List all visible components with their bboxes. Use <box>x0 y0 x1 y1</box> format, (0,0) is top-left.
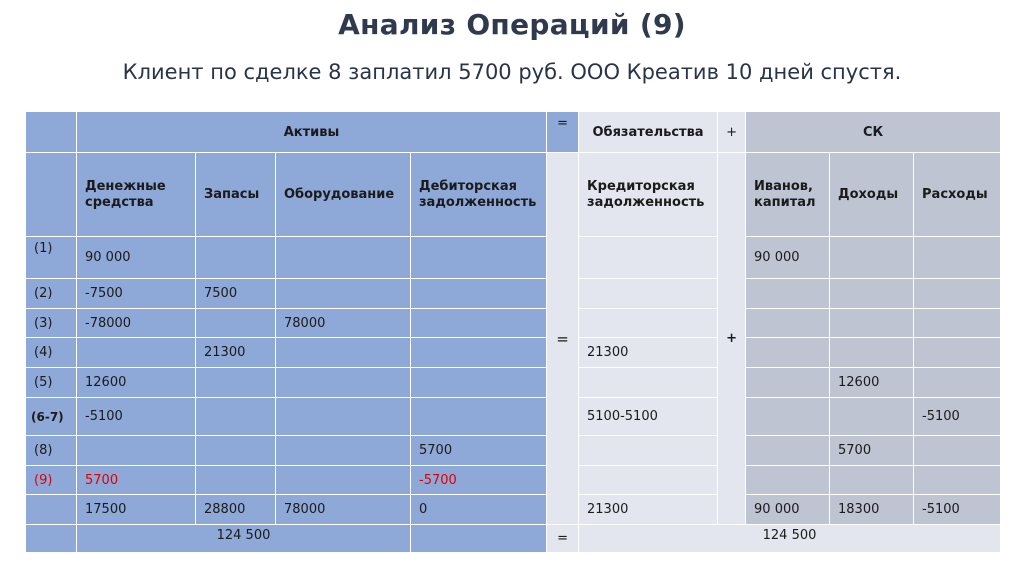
cash-cell: -5100 <box>77 398 196 436</box>
equity-header: СК <box>746 112 1001 153</box>
inventory-cell: 7500 <box>196 279 276 309</box>
payables-cell: 21300 <box>579 338 718 368</box>
table-row <box>26 436 1001 466</box>
inventory-cell <box>196 368 276 398</box>
table-row <box>26 338 1001 368</box>
row-number: (8) <box>26 436 77 466</box>
revenue-cell: 5700 <box>830 436 914 466</box>
equipment-cell <box>276 237 411 279</box>
equipment-cell <box>276 466 411 495</box>
expenses-cell <box>914 279 1001 309</box>
capital-cell <box>746 279 830 309</box>
receivables-cell <box>411 279 547 309</box>
payables-cell <box>579 309 718 338</box>
payables-cell: 5100-5100 <box>579 398 718 436</box>
corner-cell <box>26 112 77 153</box>
row-number: (9) <box>26 466 77 495</box>
col-revenue: Доходы <box>830 153 914 237</box>
row-number: (4) <box>26 338 77 368</box>
header-row-groups <box>26 112 1001 153</box>
payables-total: 21300 <box>579 495 718 525</box>
receivables-total: 0 <box>411 495 547 525</box>
equipment-cell <box>276 279 411 309</box>
cash-cell: 5700 <box>77 466 196 495</box>
capital-cell: 90 000 <box>746 237 830 279</box>
assets-grand-total: 124 500 <box>77 525 411 553</box>
table-row <box>26 368 1001 398</box>
payables-cell <box>579 237 718 279</box>
table-row <box>26 279 1001 309</box>
equipment-total: 78000 <box>276 495 411 525</box>
slide-subtitle: Клиент по сделке 8 заплатил 5700 руб. ООО Креатив 10 дней спустя. <box>122 60 902 84</box>
slide-title: Анализ Операций (9) <box>338 8 686 41</box>
summary-spacer <box>411 525 547 553</box>
col-capital: Иванов, капитал <box>746 153 830 237</box>
row-number: (2) <box>26 279 77 309</box>
inventory-cell <box>196 237 276 279</box>
row-number: (6-7) <box>26 398 77 436</box>
table-row <box>26 466 1001 495</box>
row-number: (3) <box>26 309 77 338</box>
num-col-header <box>26 153 77 237</box>
inventory-cell <box>196 398 276 436</box>
capital-cell <box>746 338 830 368</box>
receivables-cell <box>411 237 547 279</box>
capital-cell <box>746 466 830 495</box>
row-number: (5) <box>26 368 77 398</box>
cash-total: 17500 <box>77 495 196 525</box>
receivables-cell: -5700 <box>411 466 547 495</box>
equipment-cell <box>276 368 411 398</box>
revenue-cell <box>830 237 914 279</box>
revenue-cell <box>830 279 914 309</box>
receivables-cell <box>411 368 547 398</box>
assets-header: Активы <box>77 112 547 153</box>
liabilities-header: Обязательства <box>579 112 718 153</box>
payables-cell <box>579 368 718 398</box>
expenses-cell <box>914 436 1001 466</box>
equipment-cell <box>276 436 411 466</box>
receivables-cell: 5700 <box>411 436 547 466</box>
liabilities-equity-grand-total: 124 500 <box>579 525 1001 553</box>
capital-cell <box>746 309 830 338</box>
inventory-cell <box>196 309 276 338</box>
revenue-cell: 12600 <box>830 368 914 398</box>
receivables-cell <box>411 398 547 436</box>
expenses-cell <box>914 309 1001 338</box>
revenue-cell <box>830 309 914 338</box>
expenses-cell <box>914 338 1001 368</box>
plus-column: + <box>718 153 746 525</box>
revenue-cell <box>830 338 914 368</box>
equipment-cell <box>276 338 411 368</box>
capital-cell <box>746 436 830 466</box>
inventory-cell <box>196 466 276 495</box>
col-cash: Денежные средства <box>77 153 196 237</box>
table-row <box>26 237 1001 279</box>
summary-eq: = <box>547 525 579 553</box>
inventory-cell <box>196 436 276 466</box>
capital-cell <box>746 368 830 398</box>
summary-corner <box>26 525 77 553</box>
equals-column: = <box>547 153 579 525</box>
capital-total: 90 000 <box>746 495 830 525</box>
revenue-cell <box>830 398 914 436</box>
col-receivables: Дебиторская задолженность <box>411 153 547 237</box>
summary-row <box>26 525 1001 553</box>
payables-cell <box>579 436 718 466</box>
payables-cell <box>579 466 718 495</box>
col-equipment: Оборудование <box>276 153 411 237</box>
equipment-cell <box>276 398 411 436</box>
cash-cell <box>77 338 196 368</box>
revenue-cell <box>830 466 914 495</box>
cash-cell <box>77 436 196 466</box>
expenses-cell <box>914 466 1001 495</box>
row-number: (1) <box>26 237 77 279</box>
totals-row <box>26 495 1001 525</box>
receivables-cell <box>411 309 547 338</box>
header-row-columns <box>26 153 1001 237</box>
inventory-total: 28800 <box>196 495 276 525</box>
col-expenses: Расходы <box>914 153 1001 237</box>
cash-cell: -78000 <box>77 309 196 338</box>
accounting-equation-table <box>25 111 1001 553</box>
payables-cell <box>579 279 718 309</box>
table-row <box>26 398 1001 436</box>
eq-header: = <box>547 112 579 153</box>
plus-header: + <box>718 112 746 153</box>
equipment-cell: 78000 <box>276 309 411 338</box>
cash-cell: 90 000 <box>77 237 196 279</box>
inventory-cell: 21300 <box>196 338 276 368</box>
totals-label-cell <box>26 495 77 525</box>
cash-cell: -7500 <box>77 279 196 309</box>
capital-cell <box>746 398 830 436</box>
col-inventory: Запасы <box>196 153 276 237</box>
expenses-cell <box>914 368 1001 398</box>
expenses-total: -5100 <box>914 495 1001 525</box>
col-payables: Кредиторская задолженность <box>579 153 718 237</box>
table-row <box>26 309 1001 338</box>
expenses-cell: -5100 <box>914 398 1001 436</box>
expenses-cell <box>914 237 1001 279</box>
receivables-cell <box>411 338 547 368</box>
cash-cell: 12600 <box>77 368 196 398</box>
revenue-total: 18300 <box>830 495 914 525</box>
